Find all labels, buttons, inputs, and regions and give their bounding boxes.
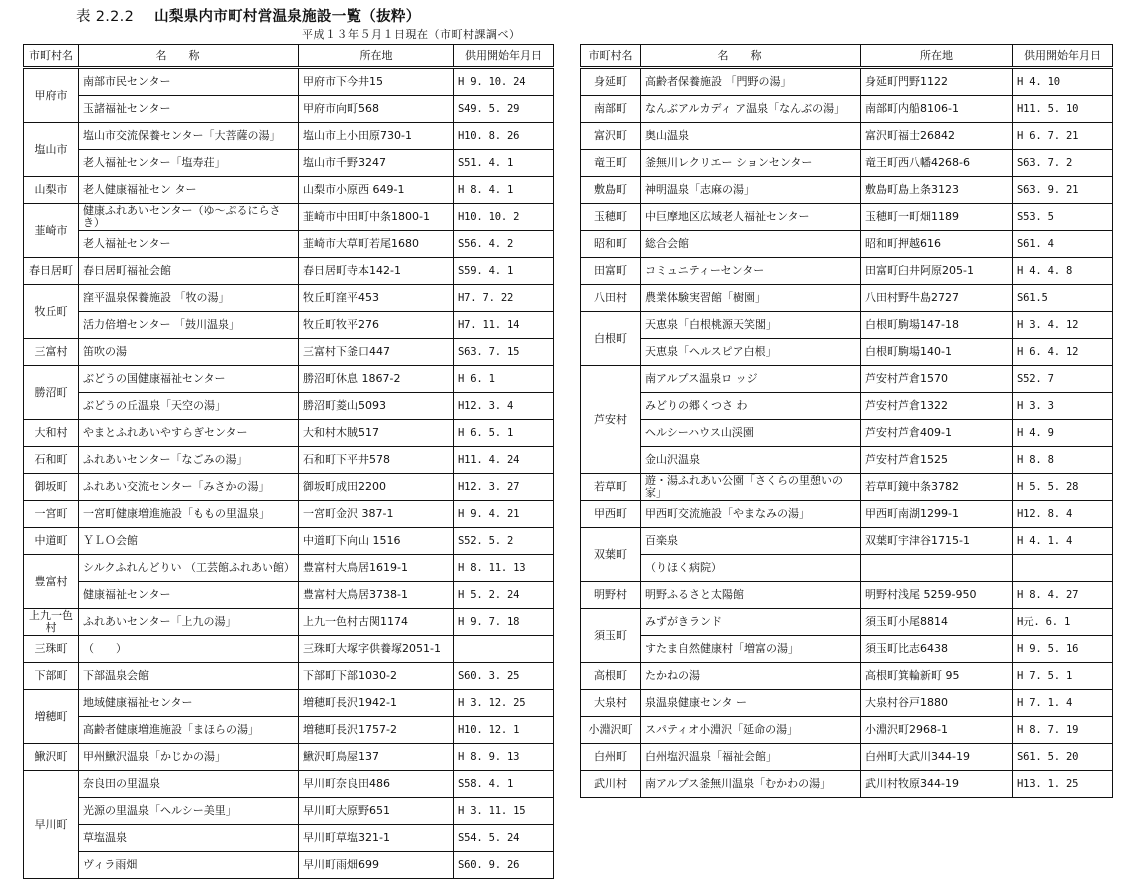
location-cell: 敷島町島上条3123 <box>861 177 1013 204</box>
municipality-cell: 田富町 <box>581 258 641 285</box>
facility-name-cell: 老人福祉センター「塩寿荘」 <box>79 150 299 177</box>
facility-name-cell: 南アルプス温泉ロ ッジ <box>641 366 861 393</box>
municipality-cell: 小淵沢町 <box>581 717 641 744</box>
facility-name-cell: 玉諸福祉センター <box>79 96 299 123</box>
facility-name-cell: 甲州鰍沢温泉「かじかの湯」 <box>79 744 299 771</box>
location-cell <box>861 555 1013 582</box>
facility-name-cell: 南アルプス釜無川温泉「むかわの湯」 <box>641 771 861 798</box>
facility-name-cell: 奥山温泉 <box>641 123 861 150</box>
municipality-cell: 高根町 <box>581 663 641 690</box>
facility-name-cell: 明野ふるさと太陽館 <box>641 582 861 609</box>
table-row <box>581 366 1113 393</box>
municipality-cell: 芦安村 <box>581 366 641 474</box>
document-title <box>76 5 421 26</box>
facility-name-cell: 下部温泉会館 <box>79 663 299 690</box>
survey-date-note: 平成１３年５月１日現在（市町村課調べ） <box>302 28 521 41</box>
facility-name-cell: 塩山市交流保養センター「大菩薩の湯」 <box>79 123 299 150</box>
start-date-cell: S49. 5. 29 <box>454 96 554 123</box>
facility-name-cell: シルクふれんどりい （工芸館ふれあい館） <box>79 555 299 582</box>
start-date-cell: H 3. 12. 25 <box>454 690 554 717</box>
location-cell: 塩山市上小田原730-1 <box>299 123 454 150</box>
table-row <box>24 285 554 312</box>
municipality-cell: 明野村 <box>581 582 641 609</box>
location-cell: 須玉町比志6438 <box>861 636 1013 663</box>
location-cell: 白根町駒場140-1 <box>861 339 1013 366</box>
start-date-cell: S63. 7. 15 <box>454 339 554 366</box>
municipality-cell: 塩山市 <box>24 123 79 177</box>
municipality-cell: 三富村 <box>24 339 79 366</box>
table-number: 表 2.2.2 <box>76 9 135 25</box>
facility-name-cell: やまとふれあいやすらぎセンター <box>79 420 299 447</box>
facility-name-cell: 奈良田の里温泉 <box>79 771 299 798</box>
table-row <box>24 123 554 150</box>
table-row <box>24 177 554 204</box>
facility-name-cell: 総合会館 <box>641 231 861 258</box>
table-caption: 山梨県内市町村営温泉施設一覧（抜粋） <box>154 9 421 25</box>
facility-name-cell: すたま自然健康村「増富の湯」 <box>641 636 861 663</box>
start-date-cell: H10. 12. 1 <box>454 717 554 744</box>
start-date-cell: S54. 5. 24 <box>454 825 554 852</box>
location-cell: 甲西町南湖1299-1 <box>861 501 1013 528</box>
table-row <box>24 366 554 393</box>
table-row <box>24 825 554 852</box>
table-row <box>581 663 1113 690</box>
start-date-cell: S59. 4. 1 <box>454 258 554 285</box>
start-date-cell: H 5. 2. 24 <box>454 582 554 609</box>
facility-name-cell: 金山沢温泉 <box>641 447 861 474</box>
facility-name-cell: 天恵泉「ヘルスピア白根」 <box>641 339 861 366</box>
location-cell: 御坂町成田2200 <box>299 474 454 501</box>
municipality-cell: 八田村 <box>581 285 641 312</box>
header-municipality: 市町村名 <box>581 45 641 68</box>
location-cell: 一宮町金沢 387-1 <box>299 501 454 528</box>
start-date-cell: H12. 3. 27 <box>454 474 554 501</box>
location-cell: 三珠町大塚字供養塚2051-1 <box>299 636 454 663</box>
facility-name-cell: 地域健康福祉センター <box>79 690 299 717</box>
start-date-cell: H 3. 4. 12 <box>1013 312 1113 339</box>
facility-name-cell: 笛吹の湯 <box>79 339 299 366</box>
facility-name-cell: ＹＬＯ会館 <box>79 528 299 555</box>
facility-name-cell: 高齢者健康増進施設「まほらの湯」 <box>79 717 299 744</box>
facility-name-cell: 南部市民センター <box>79 68 299 96</box>
municipality-cell: 双葉町 <box>581 528 641 582</box>
start-date-cell: S60. 3. 25 <box>454 663 554 690</box>
facility-name-cell: 釜無川レクリエー ションセンター <box>641 150 861 177</box>
table-row <box>581 204 1113 231</box>
location-cell: 甲府市向町568 <box>299 96 454 123</box>
start-date-cell: H7. 7. 22 <box>454 285 554 312</box>
facility-name-cell: （ ） <box>79 636 299 663</box>
location-cell: 身延町門野1122 <box>861 68 1013 96</box>
facility-name-cell: （りほく病院） <box>641 555 861 582</box>
table-row <box>581 68 1113 96</box>
table-row <box>581 231 1113 258</box>
location-cell: 須玉町小尾8814 <box>861 609 1013 636</box>
location-cell: 早川町奈良田486 <box>299 771 454 798</box>
table-row <box>581 690 1113 717</box>
facility-name-cell: 神明温泉「志麻の湯」 <box>641 177 861 204</box>
header-start-date: 供用開始年月日 <box>1013 45 1113 68</box>
table-row <box>24 474 554 501</box>
table-row <box>581 393 1113 420</box>
start-date-cell: H 8. 4. 1 <box>454 177 554 204</box>
table-body <box>24 68 554 879</box>
municipality-cell: 下部町 <box>24 663 79 690</box>
start-date-cell: H 6. 4. 12 <box>1013 339 1113 366</box>
start-date-cell: H 6. 7. 21 <box>1013 123 1113 150</box>
location-cell: 高根町箕輪新町 95 <box>861 663 1013 690</box>
start-date-cell: S61.5 <box>1013 285 1113 312</box>
municipality-cell: 石和町 <box>24 447 79 474</box>
location-cell: 竜王町西八幡4268-6 <box>861 150 1013 177</box>
start-date-cell: H7. 11. 14 <box>454 312 554 339</box>
table-row <box>581 528 1113 555</box>
location-cell: 大和村木賊517 <box>299 420 454 447</box>
table-row <box>581 474 1113 501</box>
municipality-cell: 武川村 <box>581 771 641 798</box>
table-row <box>581 636 1113 663</box>
start-date-cell: H 3. 3 <box>1013 393 1113 420</box>
location-cell: 武川村牧原344-19 <box>861 771 1013 798</box>
table-row <box>581 555 1113 582</box>
location-cell: 芦安村芦倉1322 <box>861 393 1013 420</box>
location-cell: 南部町内船8106-1 <box>861 96 1013 123</box>
table-row <box>24 339 554 366</box>
start-date-cell: S60. 9. 26 <box>454 852 554 879</box>
start-date-cell: H 6. 5. 1 <box>454 420 554 447</box>
municipality-cell: 白州町 <box>581 744 641 771</box>
start-date-cell: H 8. 8 <box>1013 447 1113 474</box>
facility-name-cell: 老人福祉センター <box>79 231 299 258</box>
municipality-cell: 増穂町 <box>24 690 79 744</box>
municipality-cell: 甲府市 <box>24 68 79 123</box>
start-date-cell <box>1013 555 1113 582</box>
facility-name-cell: 遊・湯ふれあい公園「さくらの里憩いの家」 <box>641 474 861 501</box>
table-row <box>24 447 554 474</box>
facility-name-cell: 一宮町健康増進施設「ももの里温泉」 <box>79 501 299 528</box>
start-date-cell: H10. 8. 26 <box>454 123 554 150</box>
location-cell: 石和町下平井578 <box>299 447 454 474</box>
facility-name-cell: 農業体験実習館「樹園」 <box>641 285 861 312</box>
table-row <box>581 582 1113 609</box>
location-cell: 早川町大原野651 <box>299 798 454 825</box>
table-row <box>24 717 554 744</box>
municipality-cell: 身延町 <box>581 68 641 96</box>
facility-name-cell: ヴィラ雨畑 <box>79 852 299 879</box>
location-cell: 増穂町長沢1942-1 <box>299 690 454 717</box>
table-row <box>24 852 554 879</box>
municipality-cell: 大泉村 <box>581 690 641 717</box>
table-row <box>24 204 554 231</box>
facility-name-cell: なんぶアルカディ ア温泉「なんぶの湯」 <box>641 96 861 123</box>
table-row <box>24 636 554 663</box>
location-cell: 勝沼町菱山5093 <box>299 393 454 420</box>
municipality-cell: 玉穂町 <box>581 204 641 231</box>
municipality-cell: 勝沼町 <box>24 366 79 420</box>
location-cell: 芦安村芦倉409-1 <box>861 420 1013 447</box>
facility-name-cell: 高齢者保養施設 「門野の湯」 <box>641 68 861 96</box>
location-cell: 三富村下釜口447 <box>299 339 454 366</box>
table-row <box>581 123 1113 150</box>
location-cell: 鰍沢町鳥屋137 <box>299 744 454 771</box>
municipality-cell: 中道町 <box>24 528 79 555</box>
facility-name-cell: 百楽泉 <box>641 528 861 555</box>
location-cell: 韮崎市大草町若尾1680 <box>299 231 454 258</box>
facility-name-cell: ヘルシーハウス山渓園 <box>641 420 861 447</box>
header-location: 所在地 <box>299 45 454 68</box>
location-cell: 下部町下部1030-2 <box>299 663 454 690</box>
facility-name-cell: ふれあいセンター「なごみの湯」 <box>79 447 299 474</box>
table-body <box>581 68 1113 798</box>
location-cell: 早川町草塩321-1 <box>299 825 454 852</box>
table-row <box>24 555 554 582</box>
facility-name-cell: 老人健康福祉セン ター <box>79 177 299 204</box>
facility-table-right <box>580 44 1113 798</box>
location-cell: 豊富村大鳥居1619-1 <box>299 555 454 582</box>
table-row <box>24 96 554 123</box>
location-cell: 白州町大武川344-19 <box>861 744 1013 771</box>
facility-name-cell: ふれあいセンター「上九の湯」 <box>79 609 299 636</box>
start-date-cell: H 4. 1. 4 <box>1013 528 1113 555</box>
location-cell: 塩山市千野3247 <box>299 150 454 177</box>
table-row <box>24 420 554 447</box>
municipality-cell: 南部町 <box>581 96 641 123</box>
start-date-cell: H 9. 5. 16 <box>1013 636 1113 663</box>
start-date-cell: S61. 4 <box>1013 231 1113 258</box>
table-header-row <box>24 45 554 68</box>
table-row <box>24 582 554 609</box>
start-date-cell: S56. 4. 2 <box>454 231 554 258</box>
municipality-cell: 韮崎市 <box>24 204 79 258</box>
start-date-cell: H 8. 9. 13 <box>454 744 554 771</box>
start-date-cell: S61. 5. 20 <box>1013 744 1113 771</box>
facility-name-cell: 白州塩沢温泉「福祉会館」 <box>641 744 861 771</box>
location-cell: 八田村野牛島2727 <box>861 285 1013 312</box>
table-row <box>581 420 1113 447</box>
facility-name-cell: 天恵泉「白根桃源天笑閣」 <box>641 312 861 339</box>
location-cell: 明野村浅尾 5259-950 <box>861 582 1013 609</box>
table-row <box>24 258 554 285</box>
facility-name-cell: みずがきランド <box>641 609 861 636</box>
facility-name-cell: 健康福祉センター <box>79 582 299 609</box>
municipality-cell: 牧丘町 <box>24 285 79 339</box>
facility-name-cell: 泉温泉健康センタ ー <box>641 690 861 717</box>
start-date-cell: H 8. 4. 27 <box>1013 582 1113 609</box>
table-row <box>581 447 1113 474</box>
table-row <box>24 663 554 690</box>
start-date-cell: S52. 5. 2 <box>454 528 554 555</box>
table-row <box>581 96 1113 123</box>
location-cell: 甲府市下今井15 <box>299 68 454 96</box>
table-row <box>581 339 1113 366</box>
location-cell: 若草町鏡中条3782 <box>861 474 1013 501</box>
municipality-cell: 春日居町 <box>24 258 79 285</box>
header-municipality: 市町村名 <box>24 45 79 68</box>
table-row <box>581 177 1113 204</box>
table-row <box>581 717 1113 744</box>
municipality-cell: 富沢町 <box>581 123 641 150</box>
table-row <box>24 771 554 798</box>
header-name: 名称 <box>641 45 861 68</box>
start-date-cell: H 7. 1. 4 <box>1013 690 1113 717</box>
location-cell: 芦安村芦倉1570 <box>861 366 1013 393</box>
table-row <box>24 609 554 636</box>
start-date-cell: H 7. 5. 1 <box>1013 663 1113 690</box>
municipality-cell: 大和村 <box>24 420 79 447</box>
table-row <box>24 690 554 717</box>
municipality-cell: 敷島町 <box>581 177 641 204</box>
start-date-cell: H 8. 11. 13 <box>454 555 554 582</box>
municipality-cell: 早川町 <box>24 771 79 879</box>
facility-name-cell: 窪平温泉保養施設 「牧の湯」 <box>79 285 299 312</box>
table-row <box>24 393 554 420</box>
municipality-cell: 昭和町 <box>581 231 641 258</box>
start-date-cell: H 3. 11. 15 <box>454 798 554 825</box>
location-cell: 牧丘町窪平453 <box>299 285 454 312</box>
start-date-cell: H11. 4. 24 <box>454 447 554 474</box>
facility-name-cell: たかねの湯 <box>641 663 861 690</box>
location-cell: 韮崎市中田町中条1800-1 <box>299 204 454 231</box>
table-row <box>24 231 554 258</box>
municipality-cell: 豊富村 <box>24 555 79 609</box>
facility-name-cell: 健康ふれあいセンター（ゆ～ぷるにらさき） <box>79 204 299 231</box>
municipality-cell: 上九一色村 <box>24 609 79 636</box>
location-cell: 春日居町寺本142-1 <box>299 258 454 285</box>
location-cell: 増穂町長沢1757-2 <box>299 717 454 744</box>
start-date-cell: H12. 3. 4 <box>454 393 554 420</box>
table-row <box>581 771 1113 798</box>
location-cell: 田富町臼井阿原205-1 <box>861 258 1013 285</box>
municipality-cell: 一宮町 <box>24 501 79 528</box>
location-cell: 早川町雨畑699 <box>299 852 454 879</box>
location-cell: 勝沼町休息 1867-2 <box>299 366 454 393</box>
location-cell: 玉穂町一町畑1189 <box>861 204 1013 231</box>
table-row <box>24 501 554 528</box>
facility-name-cell: 甲西町交流施設「やまなみの湯」 <box>641 501 861 528</box>
start-date-cell: H11. 5. 10 <box>1013 96 1113 123</box>
table-row <box>24 150 554 177</box>
start-date-cell <box>454 636 554 663</box>
municipality-cell: 御坂町 <box>24 474 79 501</box>
facility-name-cell: ふれあい交流センター「みさかの湯」 <box>79 474 299 501</box>
facility-name-cell: 活力倍増センター 「鼓川温泉」 <box>79 312 299 339</box>
facility-name-cell: ぶどうの丘温泉「天空の湯」 <box>79 393 299 420</box>
location-cell: 上九一色村古関1174 <box>299 609 454 636</box>
location-cell: 中道町下向山 1516 <box>299 528 454 555</box>
location-cell: 大泉村谷戸1880 <box>861 690 1013 717</box>
start-date-cell: S58. 4. 1 <box>454 771 554 798</box>
municipality-cell: 須玉町 <box>581 609 641 663</box>
start-date-cell: H元. 6. 1 <box>1013 609 1113 636</box>
location-cell: 山梨市小原西 649-1 <box>299 177 454 204</box>
start-date-cell: H 6. 1 <box>454 366 554 393</box>
start-date-cell: H12. 8. 4 <box>1013 501 1113 528</box>
location-cell: 豊富村大鳥居3738-1 <box>299 582 454 609</box>
header-name: 名称 <box>79 45 299 68</box>
facility-name-cell: 春日居町福祉会館 <box>79 258 299 285</box>
start-date-cell: H 4. 4. 8 <box>1013 258 1113 285</box>
location-cell: 芦安村芦倉1525 <box>861 447 1013 474</box>
start-date-cell: H13. 1. 25 <box>1013 771 1113 798</box>
start-date-cell: H 9. 7. 18 <box>454 609 554 636</box>
start-date-cell: S53. 5 <box>1013 204 1113 231</box>
municipality-cell: 山梨市 <box>24 177 79 204</box>
table-header-row <box>581 45 1113 68</box>
table-row <box>24 68 554 96</box>
facility-table-left <box>23 44 554 879</box>
facility-name-cell: スパティオ小淵沢「延命の湯」 <box>641 717 861 744</box>
start-date-cell: S63. 9. 21 <box>1013 177 1113 204</box>
facility-name-cell: 中巨摩地区広域老人福祉センター <box>641 204 861 231</box>
location-cell: 小淵沢町2968-1 <box>861 717 1013 744</box>
municipality-cell: 竜王町 <box>581 150 641 177</box>
municipality-cell: 若草町 <box>581 474 641 501</box>
facility-name-cell: みどりの郷くつさ わ <box>641 393 861 420</box>
facility-name-cell: 草塩温泉 <box>79 825 299 852</box>
municipality-cell: 甲西町 <box>581 501 641 528</box>
table-row <box>24 798 554 825</box>
municipality-cell: 白根町 <box>581 312 641 366</box>
location-cell: 双葉町宇津谷1715-1 <box>861 528 1013 555</box>
start-date-cell: H 9. 4. 21 <box>454 501 554 528</box>
facility-name-cell: 光源の里温泉「ヘルシー美里」 <box>79 798 299 825</box>
start-date-cell: H 5. 5. 28 <box>1013 474 1113 501</box>
start-date-cell: H 9. 10. 24 <box>454 68 554 96</box>
table-row <box>581 744 1113 771</box>
location-cell: 牧丘町牧平276 <box>299 312 454 339</box>
municipality-cell: 三珠町 <box>24 636 79 663</box>
table-row <box>24 312 554 339</box>
table-row <box>581 312 1113 339</box>
table-row <box>24 744 554 771</box>
table-row <box>581 501 1113 528</box>
location-cell: 富沢町福士26842 <box>861 123 1013 150</box>
table-row <box>581 285 1113 312</box>
start-date-cell: H 4. 10 <box>1013 68 1113 96</box>
table-row <box>581 258 1113 285</box>
start-date-cell: H10. 10. 2 <box>454 204 554 231</box>
start-date-cell: H 4. 9 <box>1013 420 1113 447</box>
start-date-cell: S52. 7 <box>1013 366 1113 393</box>
header-location: 所在地 <box>861 45 1013 68</box>
location-cell: 昭和町押越616 <box>861 231 1013 258</box>
facility-name-cell: コミュニティーセンター <box>641 258 861 285</box>
table-row <box>24 528 554 555</box>
facility-name-cell: ぶどうの国健康福祉センター <box>79 366 299 393</box>
table-row <box>581 150 1113 177</box>
start-date-cell: S51. 4. 1 <box>454 150 554 177</box>
location-cell: 白根町駒場147-18 <box>861 312 1013 339</box>
municipality-cell: 鰍沢町 <box>24 744 79 771</box>
start-date-cell: S63. 7. 2 <box>1013 150 1113 177</box>
start-date-cell: H 8. 7. 19 <box>1013 717 1113 744</box>
table-row <box>581 609 1113 636</box>
header-start-date: 供用開始年月日 <box>454 45 554 68</box>
